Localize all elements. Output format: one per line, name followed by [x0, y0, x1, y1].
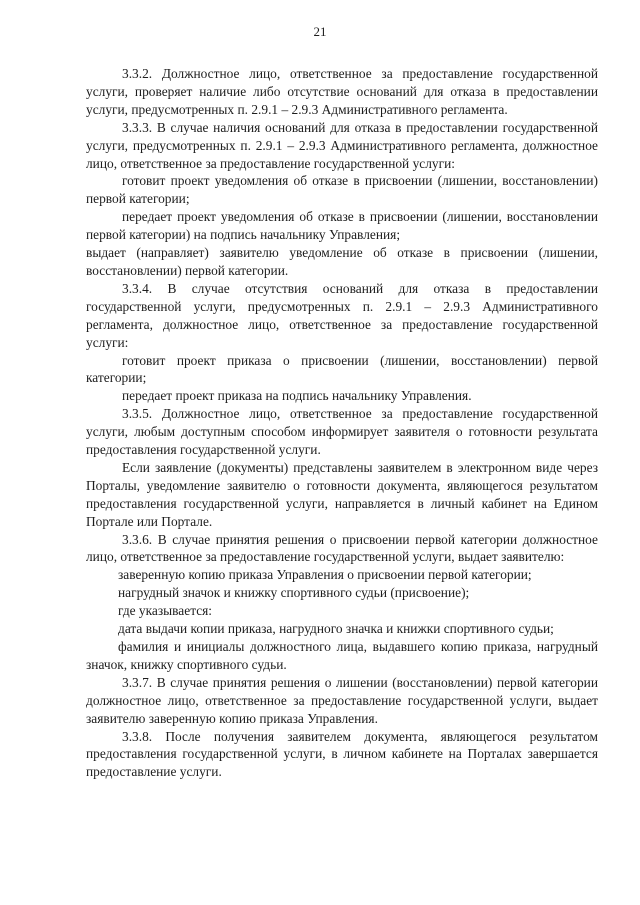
paragraph: передает проект уведомления об отказе в присвоении (лишении, восстановлении первой категории) на подпись начальнику Управления; [86, 209, 598, 243]
paragraph: готовит проект приказа о присвоении (лишении, восстановлении) первой категории; [86, 352, 598, 386]
page-number: 21 [313, 24, 327, 39]
paragraph: передает проект приказа на подпись начальнику Управления. [122, 388, 472, 404]
paragraph: 3.3.2. Должностное лицо, ответственное за предоставление государственной услуги, проверяет наличие либо отсутствие оснований для отказа в предоставлении услуги, предусмотренных п. 2.9.1 – 2.9.3 Административного регламента. [86, 66, 598, 117]
paragraph: заверенную копию приказа Управления о присвоении первой категории; [118, 567, 532, 583]
paragraph: нагрудный значок и книжку спортивного судьи (присвоение); [118, 585, 470, 601]
paragraph: дата выдачи копии приказа, нагрудного значка и книжки спортивного судьи; [118, 621, 554, 637]
paragraph: 3.3.8. После получения заявителем документа, являющегося результатом предоставления государственной услуги, в личном кабинете на Порталах завершается предоставление услуги. [86, 728, 598, 780]
paragraph: 3.3.4. В случае отсутствия оснований для отказа в предоставлении государственной услуги, предусмотренных п. 2.9.1 – 2.9.3 Административного регламента, должностное лицо, ответственное за предоставление государственной услуги: [86, 280, 598, 350]
paragraph: 3.3.5. Должностное лицо, ответственное за предоставление государственной услуги, любым доступным способом информирует заявителя о готовности результата предоставления государственной услуги. [86, 406, 598, 458]
paragraph: 3.3.3. В случае наличия оснований для отказа в предоставлении государственной услуги, предусмотренных п. 2.9.1 – 2.9.3 Административного регламента, должностное лицо, ответственное за предоставление государственной услуги: [86, 119, 598, 171]
paragraph: выдает (направляет) заявителю уведомление об отказе в присвоении (лишении, восстановлении) первой категории. [86, 245, 598, 278]
paragraph: 3.3.7. В случае принятия решения о лишении (восстановлении) первой категории должностное лицо, ответственное за предоставление государственной услуги, выдает заявителю заверенную копию приказа Управления. [86, 674, 598, 726]
paragraph: 3.3.6. В случае принятия решения о присвоении первой категории должностное лицо, ответственное за предоставление государственной услуги, выдает заявителю: [86, 531, 598, 565]
paragraph: готовит проект уведомления об отказе в присвоении (лишении, восстановлении) первой категории; [86, 173, 598, 207]
paragraph: фамилия и инициалы должностного лица, выдавшего копию приказа, нагрудный значок, книжку спортивного судьи. [86, 639, 598, 672]
paragraph: Если заявление (документы) представлены заявителем в электронном виде через Порталы, уведомление заявителю о готовности документа, являющегося результатом предоставления государственной услуги, направляется в личный кабинет на Едином Портале или Портале. [86, 459, 598, 529]
document-body [86, 65, 598, 781]
paragraph: где указывается: [118, 603, 213, 619]
